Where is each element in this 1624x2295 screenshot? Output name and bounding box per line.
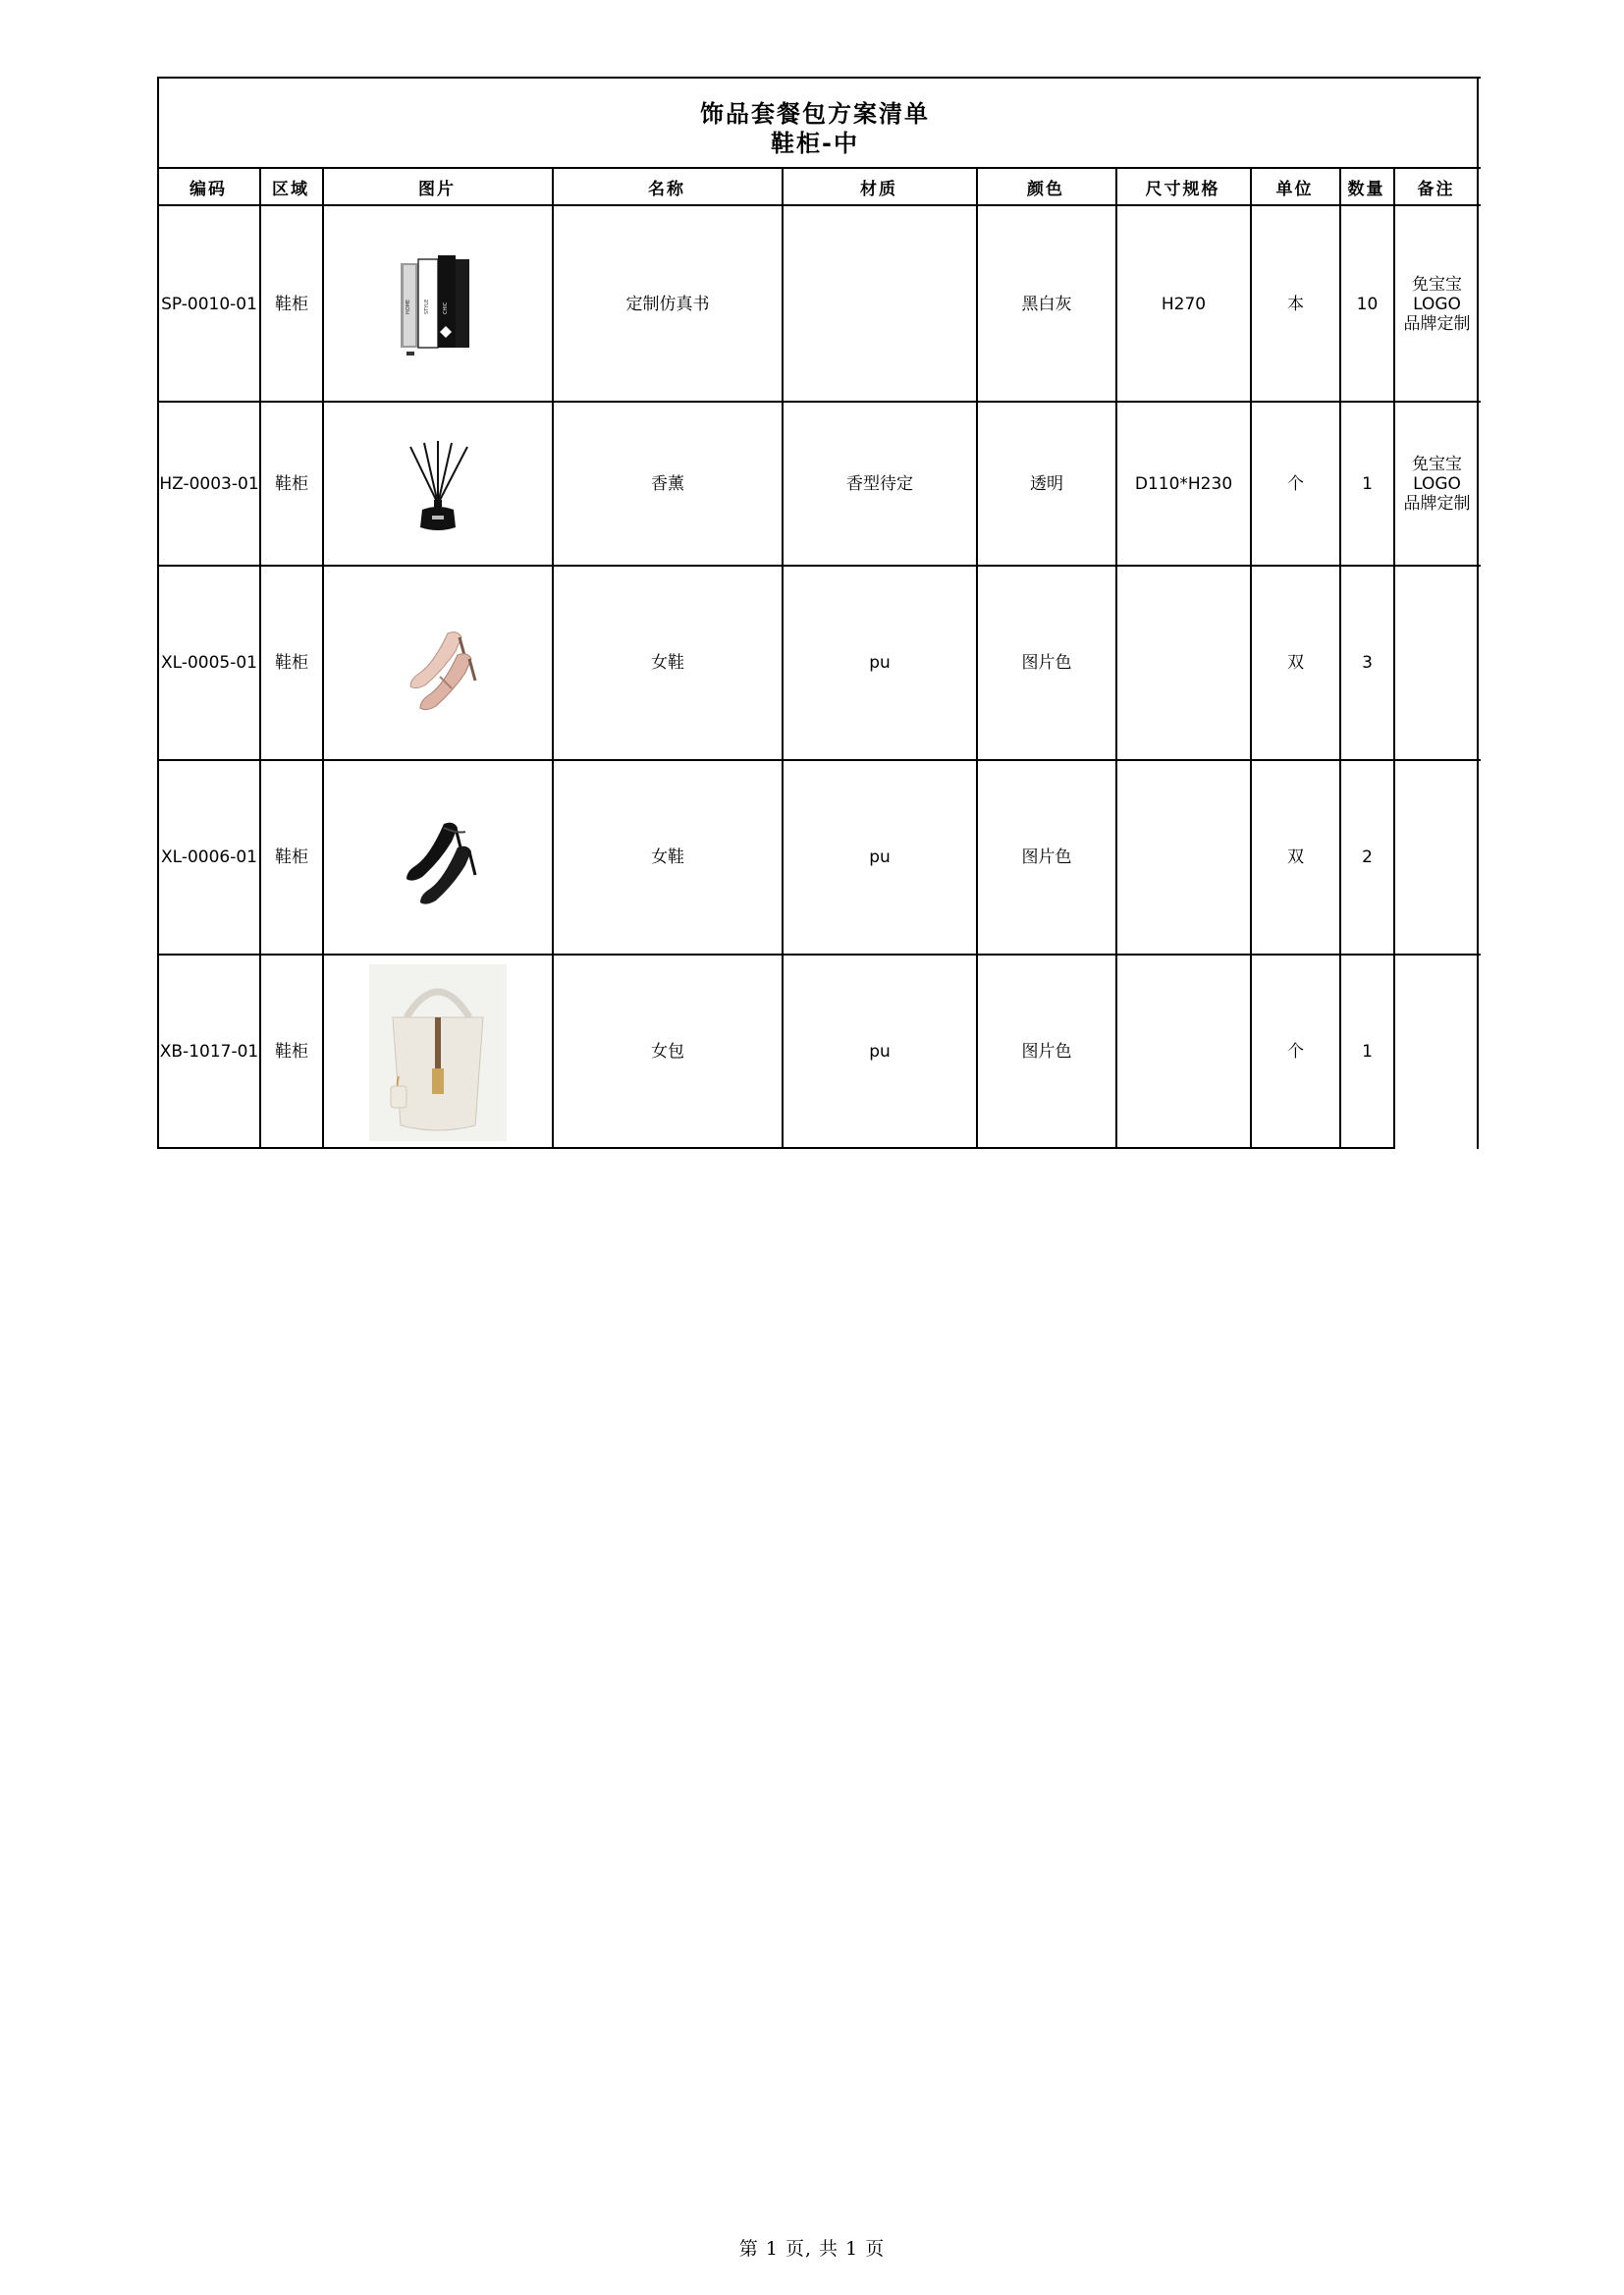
cell-area: 鞋柜 bbox=[275, 1041, 308, 1062]
cell-material: 香型待定 bbox=[846, 473, 913, 494]
svg-text:CHIC: CHIC bbox=[443, 301, 449, 314]
document-title: 饰品套餐包方案清单 bbox=[700, 100, 930, 128]
cell-code: XL-0005-01 bbox=[161, 653, 257, 673]
cell-unit: 个 bbox=[1287, 1041, 1304, 1062]
cell-material bbox=[784, 208, 976, 401]
cell-size: D110*H230 bbox=[1134, 473, 1233, 494]
cell-name: 女鞋 bbox=[651, 847, 684, 867]
cell-color: 图片色 bbox=[1021, 653, 1072, 673]
cell-name: 定制仿真书 bbox=[625, 295, 710, 314]
cell-size bbox=[1117, 761, 1250, 954]
header-size: 尺寸规格 bbox=[1145, 179, 1220, 199]
cell-note: 免宝宝 LOGO 品牌定制 bbox=[1403, 275, 1471, 334]
cell-note bbox=[1395, 567, 1479, 759]
svg-text:STYLE: STYLE bbox=[424, 299, 430, 314]
header-material: 材质 bbox=[860, 179, 897, 199]
cell-name: 香薰 bbox=[651, 473, 684, 494]
header-area: 区域 bbox=[272, 179, 309, 199]
cell-unit: 个 bbox=[1287, 473, 1304, 494]
white-handbag-icon bbox=[324, 956, 552, 1147]
cell-color: 图片色 bbox=[1021, 847, 1072, 867]
grid-line bbox=[157, 1147, 1395, 1149]
cell-code: HZ-0003-01 bbox=[159, 473, 259, 494]
cell-qty: 2 bbox=[1362, 847, 1373, 867]
cell-area: 鞋柜 bbox=[275, 847, 308, 867]
cell-color: 黑白灰 bbox=[1021, 295, 1072, 314]
cell-unit: 双 bbox=[1287, 653, 1304, 673]
cell-name: 女包 bbox=[651, 1041, 684, 1062]
beige-heels-icon bbox=[324, 567, 552, 759]
header-name: 名称 bbox=[648, 179, 685, 199]
black-heels-icon bbox=[324, 761, 552, 954]
cell-color: 图片色 bbox=[1021, 1041, 1072, 1062]
cell-code: XB-1017-01 bbox=[159, 1041, 259, 1062]
reed-diffuser-icon bbox=[324, 403, 552, 565]
cell-code: XL-0006-01 bbox=[161, 847, 257, 867]
cell-unit: 本 bbox=[1287, 295, 1304, 314]
svg-text:HOME: HOME bbox=[406, 299, 411, 314]
cell-size bbox=[1117, 956, 1250, 1147]
document-subtitle: 鞋柜-中 bbox=[771, 130, 859, 157]
cell-note bbox=[1395, 761, 1479, 954]
header-qty: 数量 bbox=[1347, 179, 1385, 199]
cell-material: pu bbox=[869, 847, 891, 867]
cell-qty: 1 bbox=[1362, 473, 1373, 494]
header-unit: 单位 bbox=[1275, 179, 1314, 199]
cell-size: H270 bbox=[1161, 295, 1207, 314]
cell-name: 女鞋 bbox=[651, 653, 684, 673]
header-color: 颜色 bbox=[1027, 179, 1064, 199]
cell-area: 鞋柜 bbox=[275, 295, 308, 314]
grid-line bbox=[157, 204, 1481, 206]
cell-area: 鞋柜 bbox=[275, 653, 308, 673]
cell-material: pu bbox=[869, 1041, 891, 1062]
header-image: 图片 bbox=[418, 179, 456, 199]
grid-line bbox=[157, 77, 1481, 79]
page-number: 第 1 页, 共 1 页 bbox=[738, 2238, 886, 2260]
cell-color: 透明 bbox=[1030, 473, 1063, 494]
cell-qty: 1 bbox=[1362, 1041, 1373, 1062]
cell-qty: 3 bbox=[1362, 653, 1373, 673]
cell-note bbox=[1395, 956, 1479, 1147]
cell-area: 鞋柜 bbox=[275, 473, 308, 494]
cell-unit: 双 bbox=[1287, 847, 1304, 867]
header-note: 备注 bbox=[1417, 179, 1455, 199]
books-icon bbox=[324, 208, 552, 401]
cell-qty: 10 bbox=[1356, 295, 1379, 314]
cell-note: 免宝宝 LOGO 品牌定制 bbox=[1403, 454, 1471, 514]
cell-code: SP-0010-01 bbox=[161, 295, 257, 314]
cell-material: pu bbox=[869, 653, 891, 673]
header-code: 编码 bbox=[189, 179, 227, 199]
cell-size bbox=[1117, 567, 1250, 759]
